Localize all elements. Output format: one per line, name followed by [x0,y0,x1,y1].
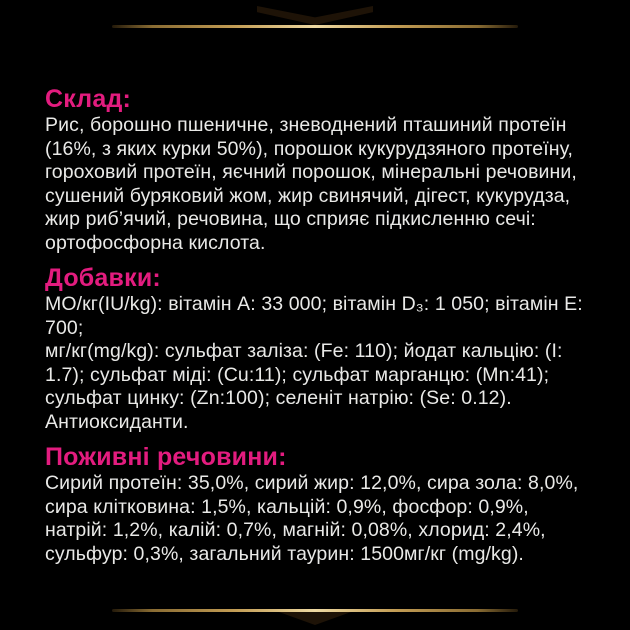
chevron-bottom-icon [279,612,351,625]
section-nutrients [45,444,590,566]
text-line: 1.7); сульфат міді: (Cu:11); сульфат марганцю: (Mn:41); [45,363,550,386]
section-heading-composition: Склад: [45,85,132,113]
section-heading-additives: Добавки: [45,264,161,292]
label-content [45,86,590,576]
section-additives [45,265,590,434]
section-composition [45,86,590,255]
text-line: сушений буряковий жом, жир свинячий, дігест, кукурудза, [45,184,571,207]
text-line: МО/кг(IU/kg): вітамін A: 33 000; вітамін D₃: 1 050; вітамін E: [45,293,583,315]
section-heading-nutrients: Поживні речовини: [45,443,287,471]
text-line: Рис, борошно пшеничне, зневоднений пташиний протеїн [45,114,567,136]
text-line: сульфат цинку: (Zn:100); селеніт натрію: (Se: 0.12). [45,387,512,409]
text-line: сульфур: 0,3%, загальний таурин: 1500мг/кг (mg/kg). [45,542,524,565]
text-line: (16%, з яких курки 50%), порошок кукурудзяного протеїну, [45,137,574,160]
text-line: гороховий протеїн, яєчний порошок, мінеральні речовини, [45,161,577,183]
text-line: мг/кг(mg/kg): сульфат заліза: (Fe: 110); йодат кальцію: (I: [45,340,563,362]
text-line: натрій: 1,2%, калій: 0,7%, магній: 0,08%, хлорид: 2,4%, [45,519,546,541]
text-line: 700; [45,316,84,339]
text-line: ортофосфорна кислота. [45,231,266,254]
text-line: Сирий протеїн: 35,0%, сирий жир: 12,0%, сира зола: 8,0%, [45,472,579,494]
top-divider-line [112,25,518,28]
text-line: Антиоксиданти. [45,410,189,433]
bottom-divider-line [112,609,518,612]
text-line: жир риб’ячий, речовина, що сприяє підкисленню сечі: [45,208,536,230]
text-line: сира клітковина: 1,5%, кальцій: 0,9%, фосфор: 0,9%, [45,495,529,518]
chevron-top-icon [257,6,373,25]
